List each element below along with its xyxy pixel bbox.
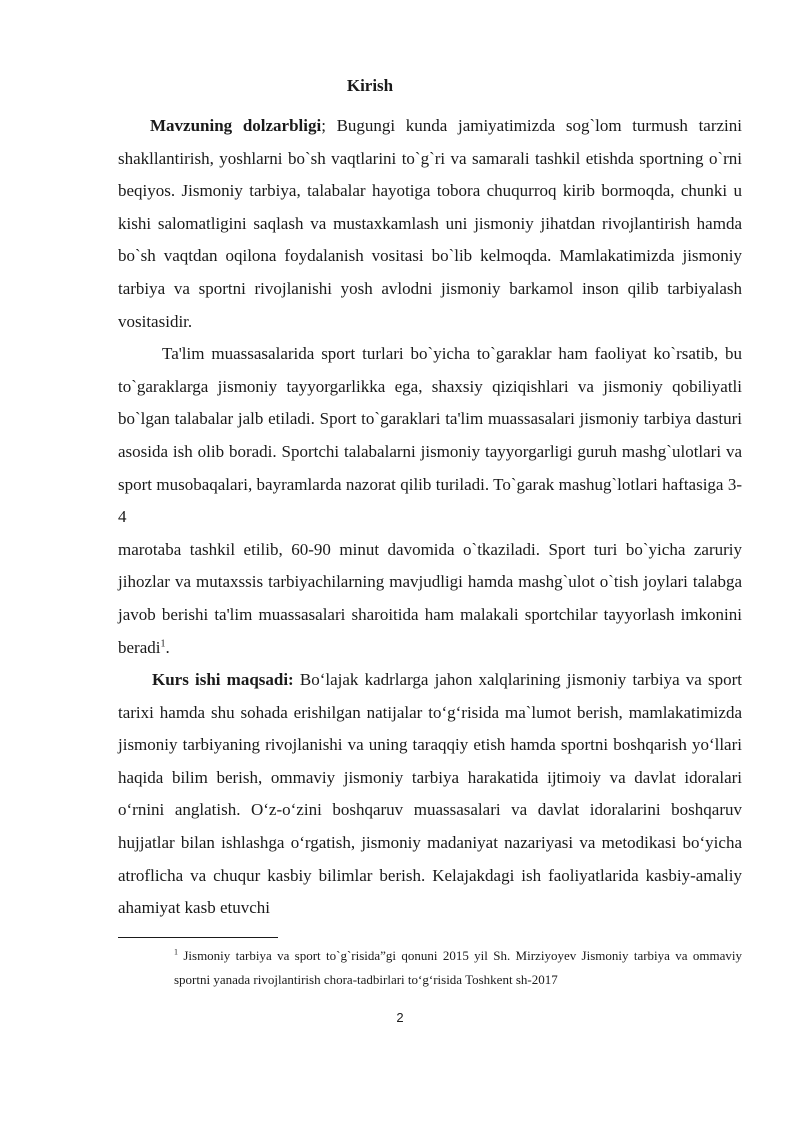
paragraph-sport-clubs	[118, 338, 742, 534]
footnote-marker: 1	[174, 947, 178, 957]
footnote-separator	[118, 937, 278, 938]
section-heading: Kirish	[346, 76, 394, 95]
footnote-text: Jismoniy tarbiya va sport to`g`risida”gi qonuni 2015 yil Sh. Mirziyoyev Jismoniy tarbiya va ommaviy sportni yanada rivojlantirish chora-tadbirlari to‘g‘risida Toshkent sh-2017	[174, 948, 742, 987]
paragraph-course-goal	[118, 664, 742, 925]
body-text	[118, 110, 742, 925]
relevance-lead: Mavzuning dolzarbligi	[150, 116, 322, 135]
sport-clubs-text: Ta'lim muassasalarida sport turlari bo`yicha to`garaklar ham faoliyat ko`rsatib, bu to`garaklarga jismoniy tayyorgarlikka ega, shaxsiy qiziqishlari va jismoniy qobiliyatli bo`lgan talabalar jalb etiladi. Sport to`garaklari ta'lim muassasalari jismoniy tarbiya dasturi asosida ish olib boradi. Sportchi talabalarni jismoniy tayyorgarligi guruh mashg`ulotlari va sport musobaqalari, bayramlarda nazorat qilib turiladi. To`garak mashug`lotlari haftasiga 3-4	[118, 344, 742, 527]
page-number: 2	[396, 1010, 404, 1025]
paragraph-sport-clubs-continued	[118, 534, 742, 664]
paragraph-relevance	[118, 110, 742, 338]
sport-clubs-end: .	[165, 637, 170, 657]
footnote	[174, 944, 742, 992]
course-goal-text: Bo‘lajak kadrlarga jahon xalqlarining jismoniy tarbiya va sport tarixi hamda shu sohada erishilgan natijalar to‘g‘risida ma`lumot berish, mamlakatimizda jismoniy tarbiyaning rivojlanishi va uning taraqqiy etish hamda sportni boshqarish yo‘llari haqida bilim berish, ommaviy jismoniy tarbiya harakatida ijtimoiy va davlat idoralari o‘rnini anglatish. O‘z-o‘zini boshqaruv muassasalari va davlat idoralarini boshqaruv hujjatlar bilan ishlashga o‘rgatish, jismoniy madaniyat nazariyasi va metodikasi bo‘yicha atroflicha va chuqur kasbiy bilimlar berish. Kelajakdagi ish faoliyatlarida kasbiy-amaliy ahamiyat kasb etuvchi	[118, 670, 742, 918]
relevance-text: ; Bugungi kunda jamiyatimizda sog`lom turmush tarzini shakllantirish, yoshlarni bo`sh vaqtlarini to`g`ri va samarali tashkil etishda sportning o`rni beqiyos. Jismoniy tarbiya, talabalar hayotiga tobora chuqurroq kirib bormoqda, chunki u kishi salomatligini saqlash va mustaxkamlash uni jismoniy jihatdan rivojlantirish hamda bo`sh vaqtdan oqilona foydalanish vositasi bo`lib kelmoqda. Mamlakatimizda jismoniy tarbiya va sportni rivojlanishi yosh avlodni jismoniy barkamol inson qilib tarbiyalash vositasidir.	[118, 116, 742, 331]
footnote-reference[interactable]: 1	[160, 637, 166, 649]
course-goal-lead: Kurs ishi maqsadi:	[152, 670, 294, 690]
sport-clubs-continued-text: marotaba tashkil etilib, 60-90 minut davomida o`tkaziladi. Sport turi bo`yicha zaruriy jihozlar va mutaxssis tarbiyachilarning mavjudligi hamda mashg`ulot o`tish joylari talabga javob berishi ta'lim muassasalari sharoitida ham malakali sportchilar tayyorlash imkonini beradi	[118, 539, 742, 657]
